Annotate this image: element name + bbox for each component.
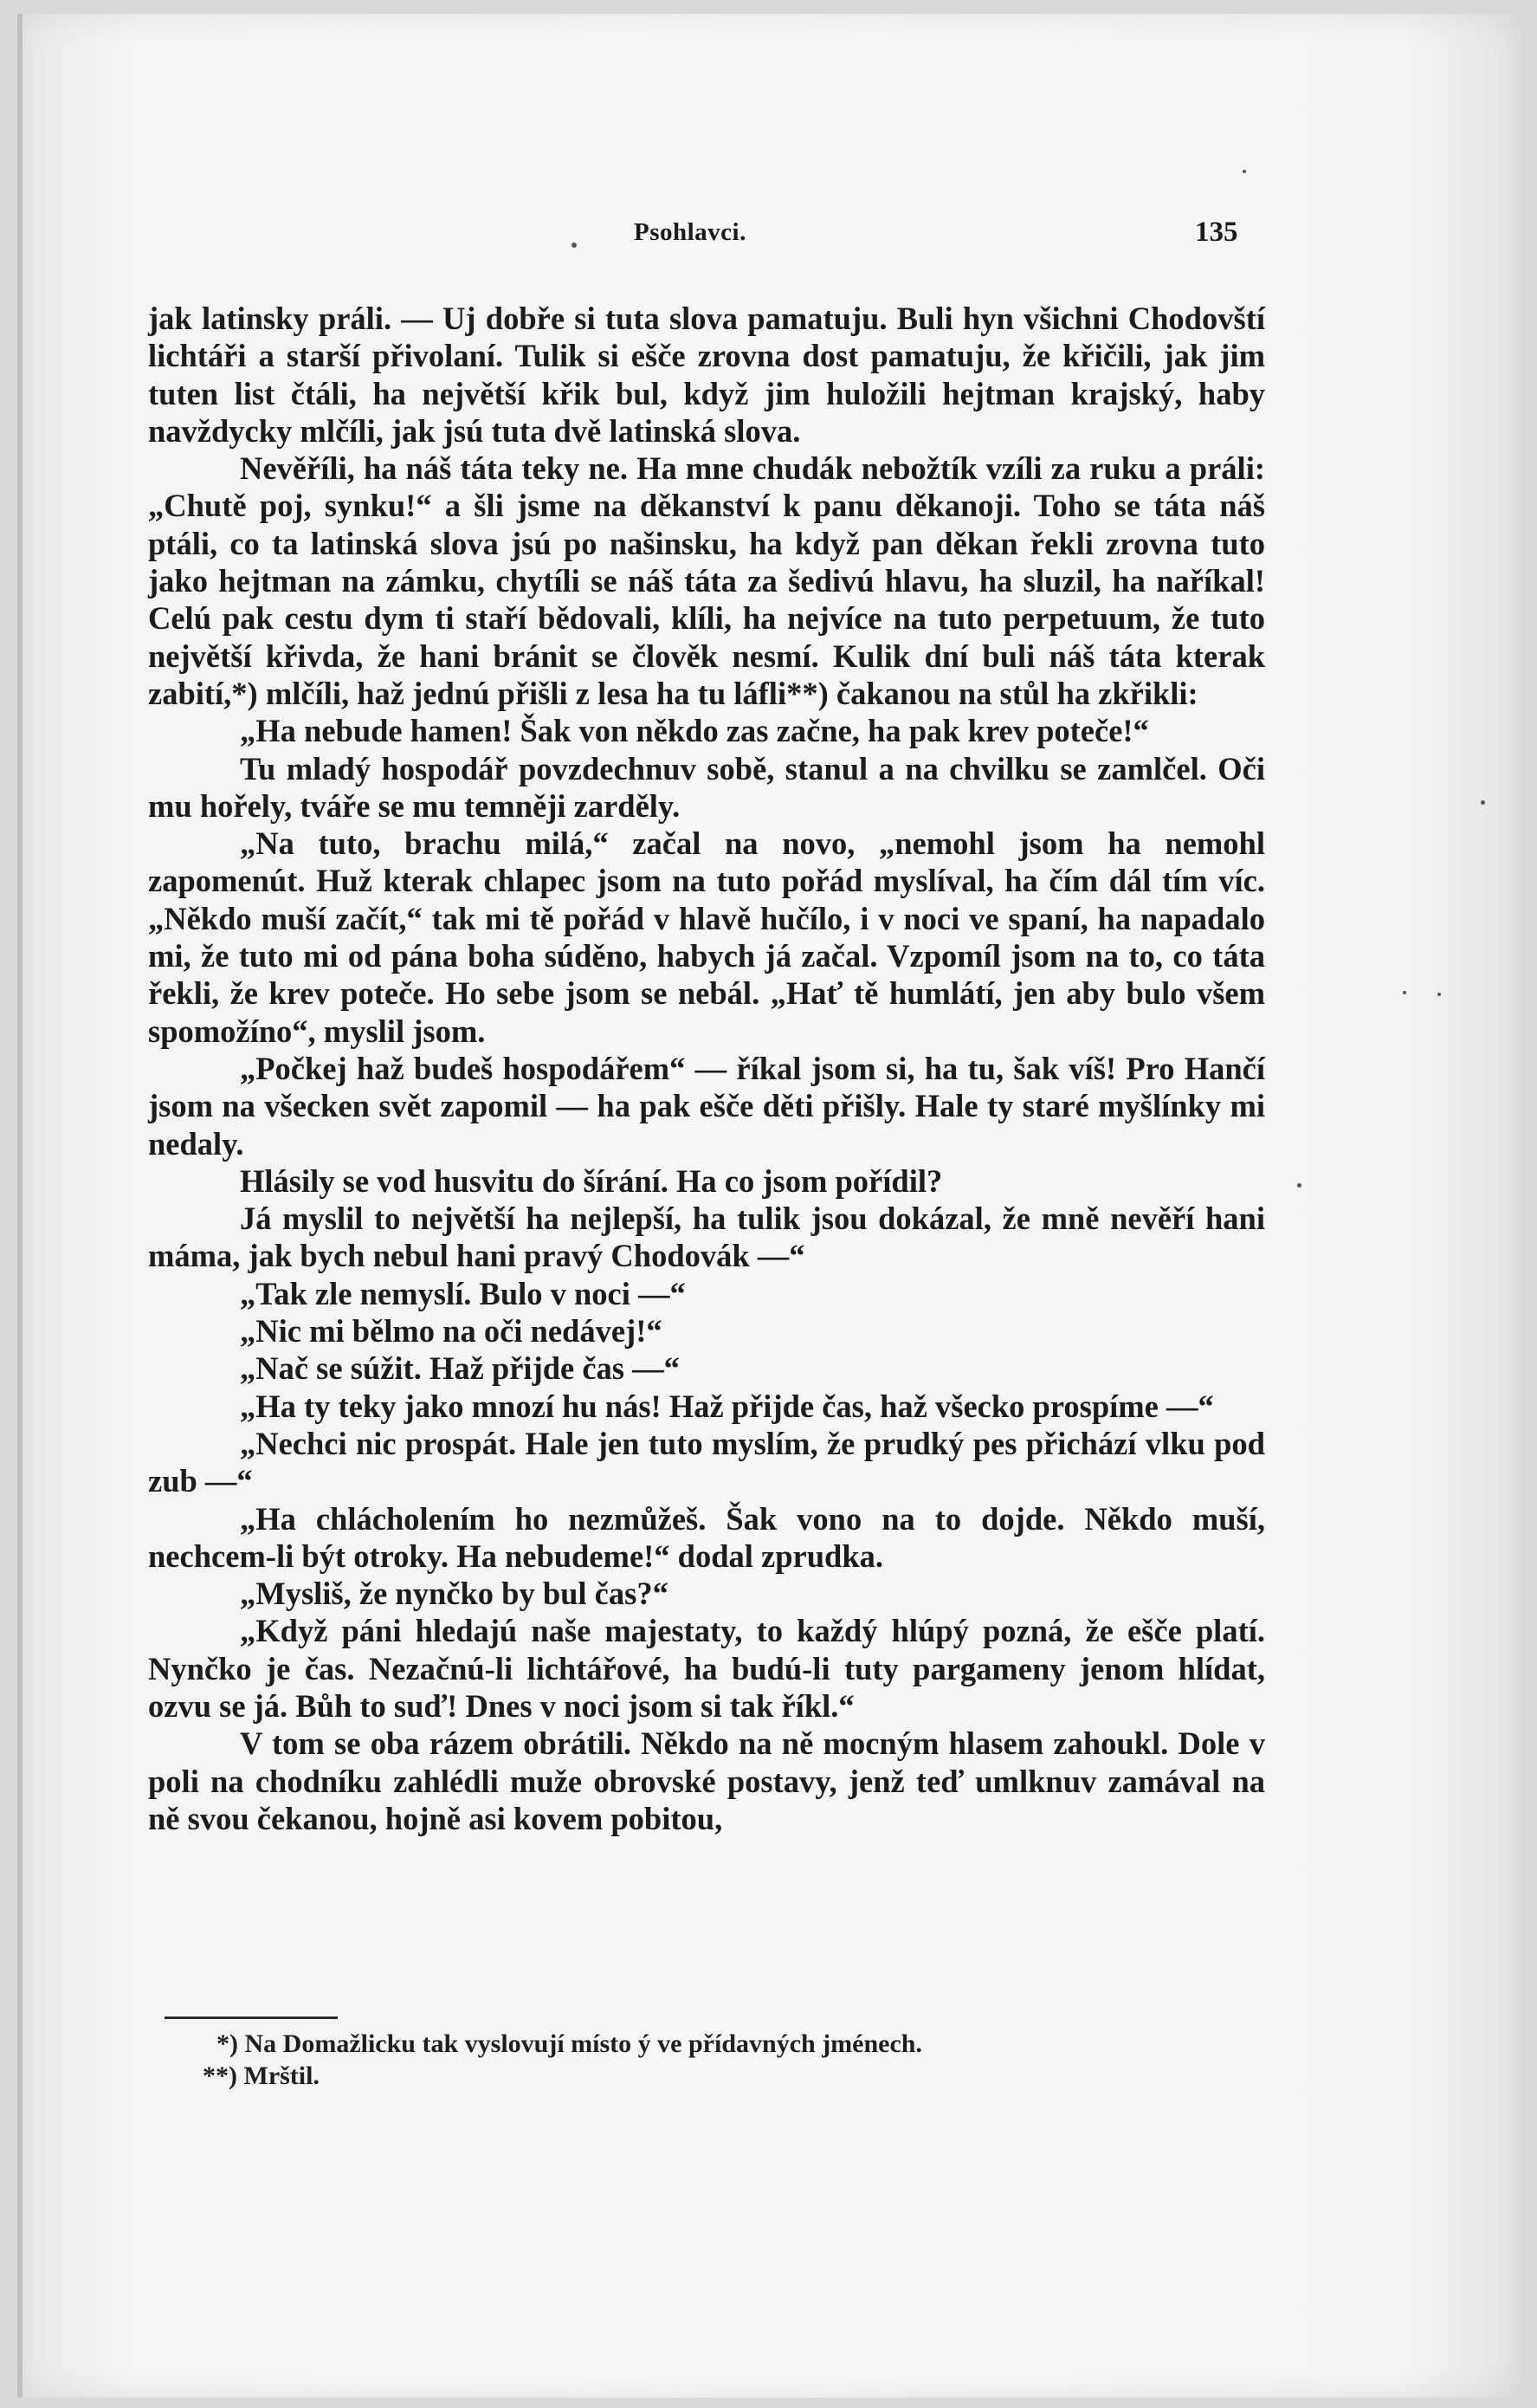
- footnote-2: [203, 2060, 922, 2092]
- paragraph-5: „Na tuto, brachu milá,“ začal na novo, „nemohl jsom ha nemohl zapomenút. Huž kterak chlapec jsom na tuto pořád myslíval, ha čím dál tím víc. „Někdo muší začít,“ tak mi tě pořád v hlavě hučílo, i v noci ve spaní, ha napadalo mi, že tuto mi od pána boha súděno, habych já začal. Vzpomíl jsom na to, co táta řekli, že krev poteče. Ho sebe jsom se nebál. „Hať tě humlátí, jen aby bulo všem spomožíno“, myslil jsom.: [148, 825, 1265, 1049]
- paragraph-7: Hlásily se vod husvitu do šírání. Ha co jsom pořídil?: [240, 1162, 943, 1199]
- footnote-text: Na Domažlicku tak vyslovují místo ý ve přídavných jménech.: [244, 2029, 922, 2058]
- paragraph-10: „Nic mi bělmo na oči nedávej!“: [240, 1313, 662, 1350]
- paragraph-3: „Ha nebude hamen! Šak von někdo zas začne, ha pak krev poteče!“: [240, 713, 1149, 749]
- footnote-1: [216, 2028, 922, 2060]
- paragraph-14: „Ha chlácholením ho nezmůžeš. Šak vono na to dojde. Někdo muší, nechcem-li být otroky. Ha nebudeme!“ dodal zprudka.: [148, 1500, 1265, 1574]
- paragraph-15: „Mysliš, že nynčko by bul čas?“: [240, 1576, 668, 1612]
- body-text: [148, 300, 1265, 1837]
- footnote-text: Mrštil.: [243, 2062, 320, 2090]
- book-page: [17, 14, 1522, 2398]
- page-number: 135: [1195, 217, 1238, 248]
- paragraph-12: „Ha ty teky jako mnozí hu nás! Haž přijde čas, haž všecko prospíme —“: [240, 1388, 1214, 1424]
- paper-speck: [1481, 800, 1485, 805]
- paragraph-6: „Počkej haž budeš hospodářem“ — říkal jsom si, ha tu, šak víš! Pro Hančí jsom na všecken svět zapomil — ha pak ešče děti přišly. Hale ty staré myšlínky mi nedaly.: [148, 1050, 1265, 1162]
- paragraph-11: „Nač se súžit. Haž přijde čas —“: [240, 1350, 680, 1387]
- footnote-mark: **): [203, 2062, 237, 2090]
- paragraph-1: jak latinsky práli. — Uj dobře si tuta slova pamatuju. Buli hyn všichni Chodovští lichtáři a starší přivolaní. Tulik si ešče zrovna dost pamatuju, že křičili, jak jim tuten list čtáli, ha největší křik bul, když jim huložili hejtman krajský, haby navždycky mlčíli, jak jsú tuta dvě latinská slova.: [148, 301, 1265, 449]
- footnote-mark: *): [216, 2029, 238, 2058]
- footnote-divider: [165, 2016, 338, 2019]
- page-header: [17, 218, 1522, 253]
- paper-speck: [1243, 170, 1246, 173]
- running-title: Psohlavci.: [634, 218, 746, 246]
- paragraph-4: Tu mladý hospodář povzdechnuv sobě, stanul a na chvilku se zamlčel. Oči mu hořely, tváře se mu temněji zarděly.: [148, 750, 1265, 824]
- paragraph-17: V tom se oba rázem obrátili. Někdo na ně mocným hlasem zahoukl. Dole v poli na chodníku zahlédli muže obrovské postavy, jenž teď umlknuv zamával na ně svou čekanou, hojně asi kovem pobitou,: [148, 1725, 1265, 1836]
- footnotes: [203, 2028, 922, 2092]
- paper-speck: [572, 243, 577, 248]
- paragraph-8: Já myslil to největší ha nejlepší, ha tulik jsou dokázal, že mně nevěří hani máma, jak bych nebul hani pravý Chodovák —“: [148, 1201, 1265, 1274]
- paper-speck: [1297, 1183, 1301, 1188]
- paragraph-13: „Nechci nic prospát. Hale jen tuto myslím, že prudký pes přichází vlku pod zub —“: [148, 1425, 1265, 1499]
- paragraph-2: Nevěříli, ha náš táta teky ne. Ha mne chudák nebožtík vzíli za ruku a práli: „Chutě poj, synku!“ a šli jsme na děkanství k panu děkanoji. Toho se táta náš ptáli, co ta latinská slova jsú po našinsku, ha když pan děkan řekli zrovna tuto jako hejtman na zámku, chytíli se náš táta za šedivú hlavu, ha sluzil, ha naříkal! Celú pak cestu dym ti staří bědovali, klíli, ha nejvíce na tuto perpetuum, že tuto největší křivda, že hani bránit se člověk nesmí. Kulik dní buli náš táta kterak zabití,*) mlčíli, haž jednú přišli z lesa ha tu láfli**) čakanou na stůl ha zkřikli:: [148, 450, 1265, 711]
- paper-speck: [1437, 993, 1441, 996]
- paragraph-16: „Když páni hledajú naše majestaty, to každý hlúpý pozná, že ešče platí. Nynčko je čas. Nezačnú-li lichtářové, ha budú-li tuty pargameny jenom hlídat, ozvu se já. Bůh to suď! Dnes v noci jsom si tak říkl.“: [148, 1613, 1265, 1724]
- paper-speck: [1403, 991, 1406, 994]
- paragraph-9: „Tak zle nemyslí. Bulo v noci —“: [240, 1275, 686, 1311]
